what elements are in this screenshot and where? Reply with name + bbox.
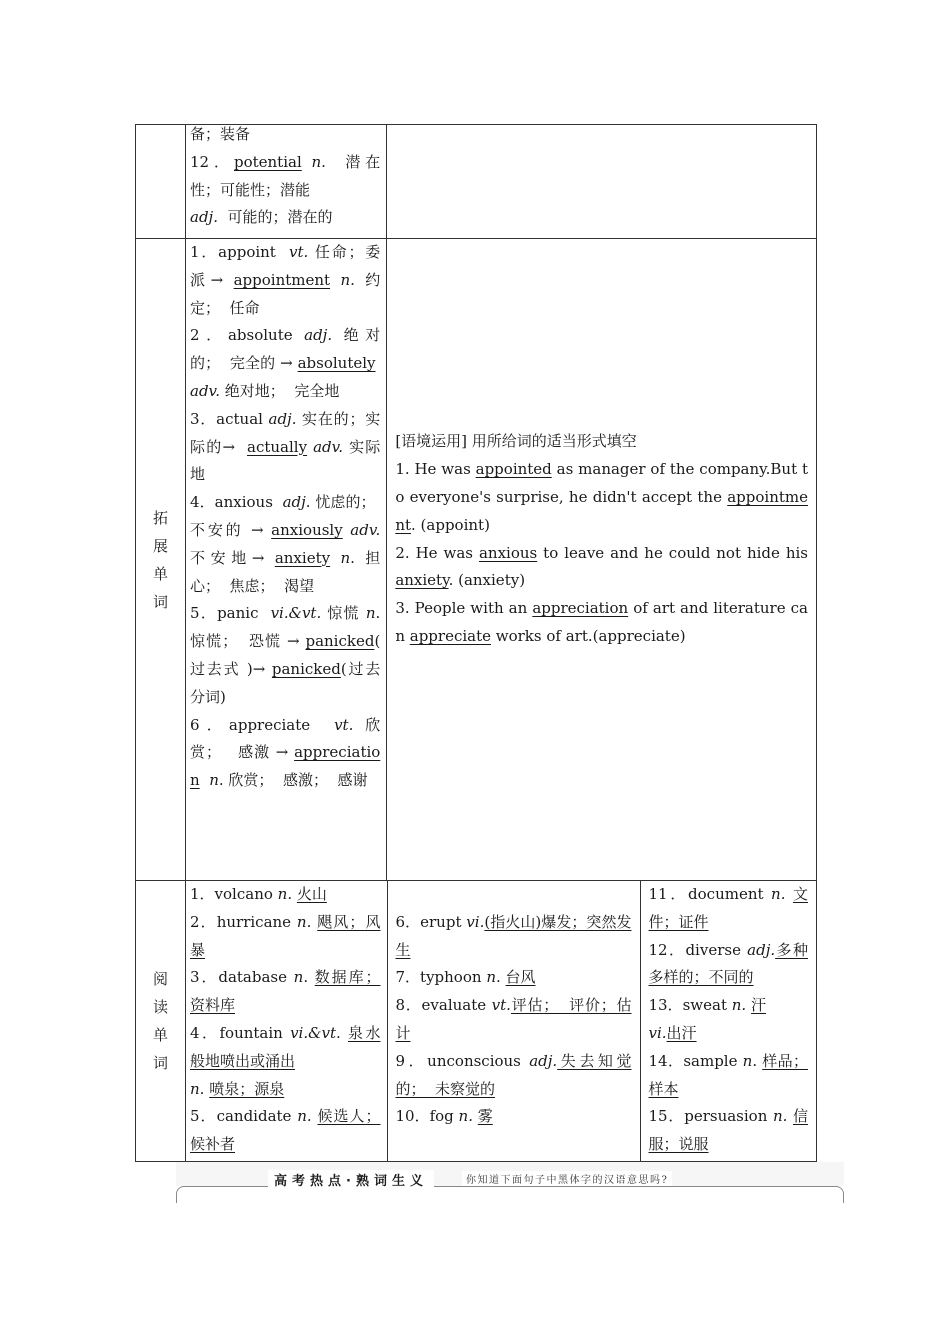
header-cell-empty [136,125,186,239]
vocab-item-sweat: 13．sweat n. 汗 vi.出汗 [648,996,766,1042]
vocab-item-absolute: 2．absolute adj. 绝对的； 完全的 → absolutely adv. 绝对地； 完全地 [190,326,381,400]
table-row-continuation [136,125,817,239]
practice-sentence-1: 1. He was appointed as manager of the company.But to everyone's surprise, he didn't accept the appointment. (appoint) [395,460,808,534]
reading-col-3 [640,881,816,1161]
vocab-item-candidate: 5．candidate n. 候选人；候补者 [190,1107,381,1154]
vocab-item-evaluate: 8．evaluate vt.评估； 评价；估计 [395,996,632,1042]
practice-cell [387,239,817,881]
practice-title: [语境运用] 用所给词的适当形式填空 [395,432,637,451]
hot-topic-title: 高考热点·熟词生义 [268,1170,434,1189]
extended-words-cell [186,239,387,881]
vocab-item-document: 11．document n. 文件；证件 [648,885,808,931]
vocab-item-appreciate: 6．appreciate vt. 欣赏； 感激 → appreciation n. 欣赏； 感激； 感谢 [190,715,381,790]
empty-cell [387,125,817,239]
vocab-item: 12．potential n. 潜在性；可能性；潜能 [190,152,381,199]
vocab-item-database: 3．database n. 数据库；资料库 [190,968,381,1015]
vocab-item: adj. 可能的；潜在的 [190,208,333,227]
vocab-item-actual: 3．actual adj. 实在的；实际的→ actually adv. 实际地 [190,409,381,484]
section-header-reading: 阅 读 单 词 [136,881,186,1162]
vocab-item-appoint: 1．appoint vt. 任命；委派→ appointment n. 约定； 任命 [190,243,381,317]
vocab-item-fountain: 4．fountain vi.&vt. 泉水般地喷出或涌出 n. 喷泉；源泉 [190,1023,381,1098]
continuation-cell [186,125,387,239]
hot-topic-subtitle: 你知道下面句子中黑体字的汉语意思吗? [462,1171,672,1186]
table-row-reading [136,881,817,1162]
vocab-item-diverse: 12．diverse adj.多种多样的；不同的 [648,940,808,987]
reading-col-2 [387,881,640,1161]
vocab-item-sample: 14．sample n. 样品；样本 [648,1051,808,1098]
practice-sentence-3: 3. People with an appreciation of art and literature can appreciate works of art.(appreciate) [395,599,808,645]
section-header-extended: 拓 展 单 词 [136,239,186,881]
table-row-extended [136,239,817,881]
vocab-item-anxious: 4．anxious adj. 忧虑的； 不安的 → anxiously adv. 不安地→ anxiety n. 担心； 焦虑； 渴望 [190,493,381,595]
reading-col-1 [186,881,387,1161]
vocab-item-fog: 10．fog n. 雾 [395,1107,493,1126]
vocab-item-volcano: 1．volcano n. 火山 [190,885,327,903]
hot-topic-bar [176,1162,844,1202]
reading-inner-table [186,881,816,1161]
vocab-item-unconscious: 9．unconscious adj.失去知觉的； 未察觉的 [395,1051,632,1098]
vocab-item-panic: 5．panic vi.&vt. 惊慌 n. 惊慌； 恐慌 → panicked( 过去式 )→ panicked(过去分词) [190,604,381,706]
vocab-item-erupt: 6．erupt vi.(指火山)爆发；突然发生 [395,912,632,959]
continuation-line: 备；装备 [190,125,251,143]
vocab-item-typhoon: 7．typhoon n. 台风 [395,968,536,987]
reading-words-cell [186,881,817,1162]
vocab-item-persuasion: 15．persuasion n. 信服；说服 [648,1107,808,1154]
vocabulary-table [135,124,817,1162]
vocab-item-hurricane: 2．hurricane n. 飓风；风暴 [190,912,381,959]
practice-sentence-2: 2. He was anxious to leave and he could not hide his anxiety. (anxiety) [395,543,809,590]
